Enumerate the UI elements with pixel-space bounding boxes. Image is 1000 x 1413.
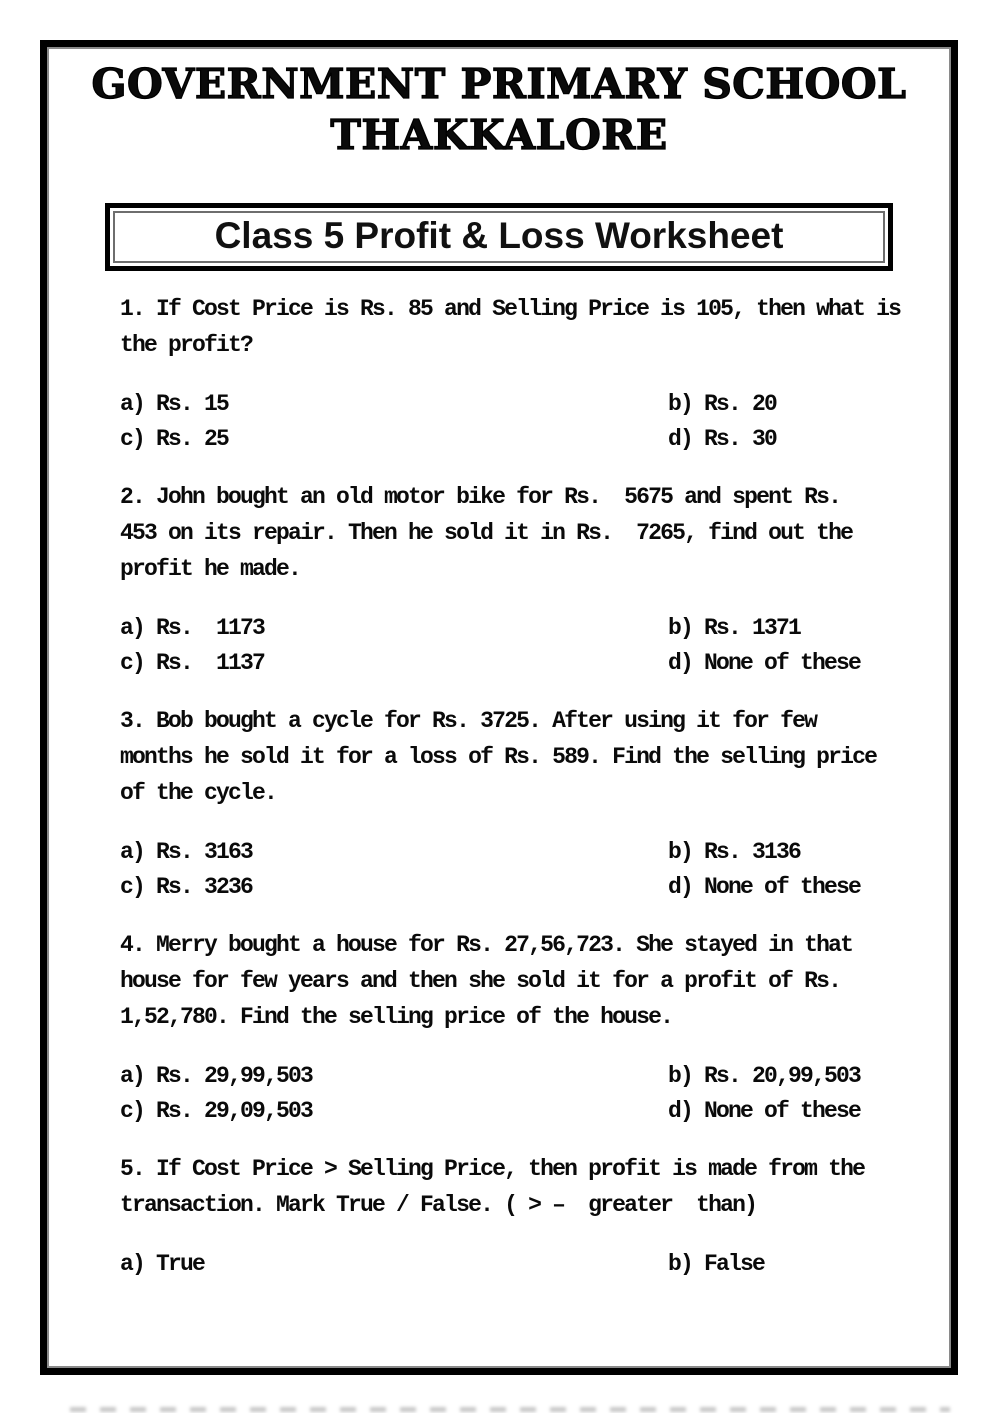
question-4 [120,927,930,1129]
question-4-options [120,1059,930,1129]
question-3-options [120,835,930,905]
question-2 [120,479,930,681]
question-2-text-line: profit he made. [120,556,301,582]
question-2-text-line: 453 on its repair. Then he sold it in Rs. 7265, find out the [120,520,853,546]
question-2-text-line: 2. John bought an old motor bike for Rs. 5675 and spent Rs. [120,484,841,510]
question-3-option-c[interactable]: c) Rs. 3236 [120,874,253,900]
question-1-text-line: 1. If Cost Price is Rs. 85 and Selling Price is 105, then what is [120,296,901,322]
question-2-option-c[interactable]: c) Rs. 1137 [120,650,265,676]
question-3-text-line: months he sold it for a loss of Rs. 589. Find the selling price [120,744,877,770]
school-name-line2: THAKKALORE [330,111,668,159]
question-1-options [120,387,930,457]
question-2-option-d[interactable]: d) None of these [668,650,861,676]
question-4-option-c[interactable]: c) Rs. 29,09,503 [120,1098,313,1124]
question-5-options [120,1247,930,1282]
question-5 [120,1151,930,1282]
question-4-text-line: 4. Merry bought a house for Rs. 27,56,723. She stayed in that [120,932,853,958]
question-1 [120,291,930,457]
question-3-option-a[interactable]: a) Rs. 3163 [120,839,253,865]
question-2-option-b[interactable]: b) Rs. 1371 [668,615,801,641]
question-4-option-a[interactable]: a) Rs. 29,99,503 [120,1063,313,1089]
question-3-option-d[interactable]: d) None of these [668,874,861,900]
question-1-option-d[interactable]: d) Rs. 30 [668,426,777,452]
cutoff-next-page-text [70,1407,950,1412]
question-3-option-b[interactable]: b) Rs. 3136 [668,839,801,865]
question-2-option-a[interactable]: a) Rs. 1173 [120,615,265,641]
question-1-option-c[interactable]: c) Rs. 25 [120,426,229,452]
question-4-option-b[interactable]: b) Rs. 20,99,503 [668,1063,861,1089]
question-1-option-a[interactable]: a) Rs. 15 [120,391,229,417]
worksheet-body [120,291,930,1282]
question-2-options [120,611,930,681]
question-5-text-line: transaction. Mark True / False. ( > – greater than) [120,1192,757,1218]
question-5-text-line: 5. If Cost Price > Selling Price, then profit is made from the [120,1156,865,1182]
question-5-option-a[interactable]: a) True [120,1251,205,1277]
school-name-line1: GOVERNMENT PRIMARY SCHOOL [91,60,907,108]
question-1-text-line: the profit? [120,332,253,358]
question-3 [120,703,930,905]
question-5-option-b[interactable]: b) False [668,1251,765,1277]
question-4-text-line: 1,52,780. Find the selling price of the house. [120,1004,673,1030]
question-3-text-line: of the cycle. [120,780,277,806]
question-3-text-line: 3. Bob bought a cycle for Rs. 3725. After using it for few [120,708,817,734]
page-frame-inner-line [47,47,951,1368]
question-1-option-b[interactable]: b) Rs. 20 [668,391,777,417]
school-name [49,59,949,161]
page-frame [40,40,958,1375]
question-4-text-line: house for few years and then she sold it for a profit of Rs. [120,968,841,994]
worksheet-title: Class 5 Profit & Loss Worksheet [113,211,885,263]
question-4-option-d[interactable]: d) None of these [668,1098,861,1124]
worksheet-title-box [105,203,893,271]
